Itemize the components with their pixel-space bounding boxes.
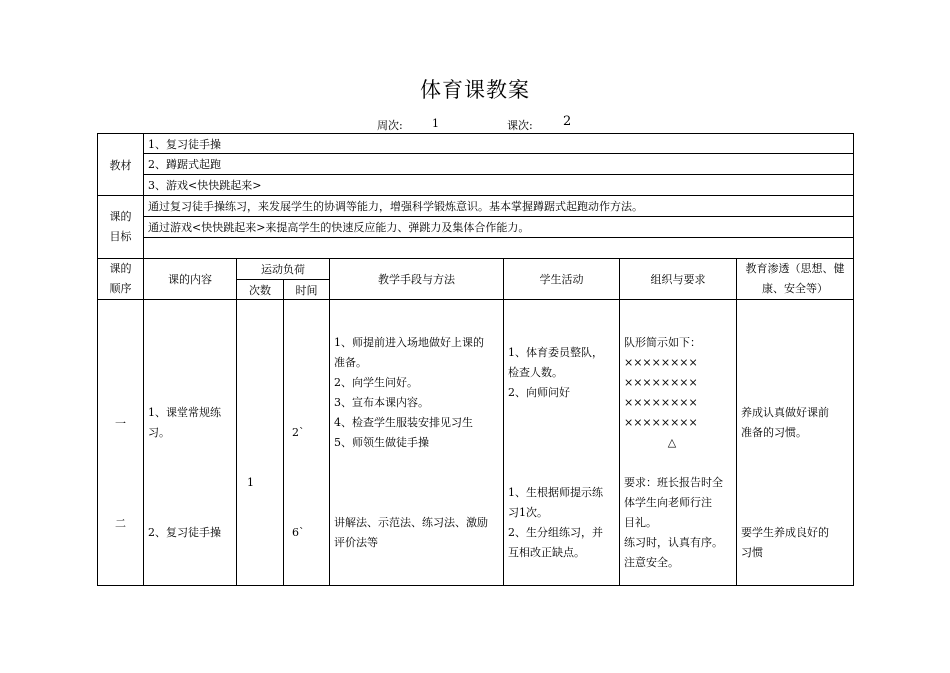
- header-content: 课的内容: [144, 259, 237, 300]
- body-order: 一 二: [98, 300, 144, 586]
- header-order: 课的 顺序: [98, 259, 144, 300]
- header-count: 次数: [237, 280, 284, 300]
- goal-item: 通过复习徒手操练习，来发展学生的协调等能力，增强科学锻炼意识。基本掌握蹲踞式起跑动作方法。: [144, 196, 854, 217]
- organize-requirements: 要求：班长报告时全 体学生向老师行注 目礼。 练习时，认真有序。 注意安全。: [624, 475, 723, 569]
- header-edu: 教育渗透（思想、健康、安全等）: [737, 259, 854, 300]
- body-count: 1: [237, 300, 284, 586]
- page-title: 体育课教案: [420, 78, 530, 102]
- goals-label: 课的 目标: [98, 196, 144, 259]
- material-item: 2、蹲踞式起跑: [144, 154, 854, 175]
- material-label: 教材: [98, 134, 144, 196]
- body-method: 1、师提前进入场地做好上课的 准备。 2、向学生问好。 3、宣布本课内容。 4、检查学生服装安排见习生 5、师领生做徒手操 讲解法、示范法、练习法、激励 评价法等: [330, 300, 504, 586]
- goal-empty-row: [144, 238, 854, 259]
- body-time: 2` 6`: [284, 300, 330, 586]
- material-item: 3、游戏<快快跳起来>: [144, 175, 854, 196]
- body-content: 1、课堂常规练 习。 2、复习徒手操: [144, 300, 237, 586]
- lesson-label: 课次:: [507, 119, 533, 132]
- body-edu: 养成认真做好课前 准备的习惯。 要学生养成良好的 习惯: [737, 300, 854, 586]
- body-activity: 1、体育委员整队， 检查人数。 2、向师问好 1、生根据师提示练 习1次。 2、生分组练习，并 互相改正缺点。: [504, 300, 620, 586]
- header-method: 教学手段与方法: [330, 259, 504, 300]
- body-organize: [620, 300, 737, 586]
- header-load: 运动负荷: [237, 259, 330, 280]
- goal-item: 通过游戏<快快跳起来>来提高学生的快速反应能力、弹跳力及集体合作能力。: [144, 217, 854, 238]
- week-label: 周次:: [377, 119, 403, 132]
- formation-diagram: 队形简示如下： ×××××××× ×××××××× ×××××××× ××××××××: [624, 335, 701, 429]
- teacher-triangle-icon: △: [667, 435, 677, 449]
- lesson-plan-table: [97, 133, 854, 586]
- lesson-value: 2: [563, 114, 572, 129]
- header-time: 时间: [284, 280, 330, 300]
- header-organize: 组织与要求: [620, 259, 737, 300]
- material-item: 1、复习徒手操: [144, 134, 854, 154]
- header-activity: 学生活动: [504, 259, 620, 300]
- week-value: 1: [432, 117, 439, 130]
